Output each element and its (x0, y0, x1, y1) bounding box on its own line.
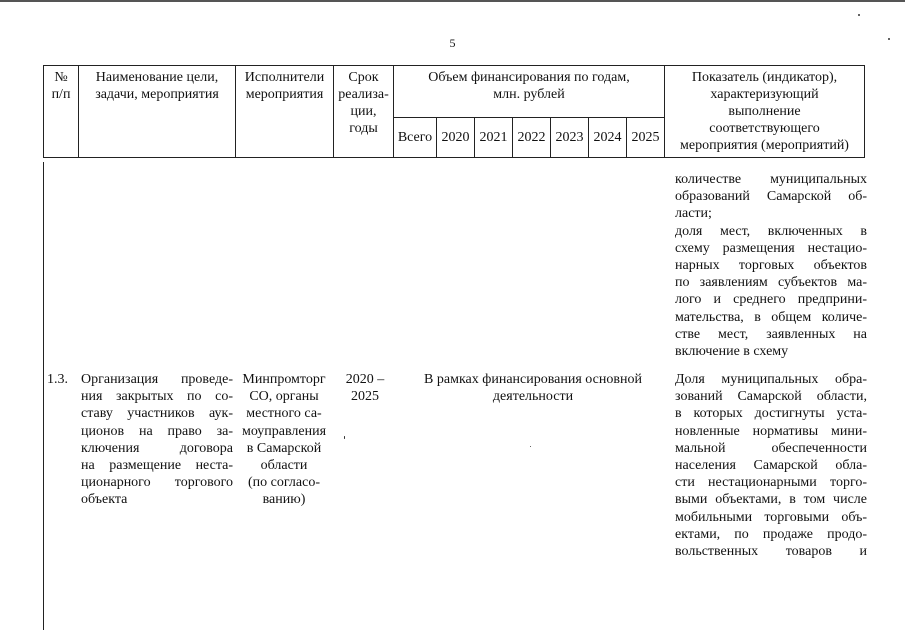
header-indicator (665, 66, 865, 158)
header-executors (236, 66, 334, 158)
header-funding-line: Объем финансирования по годам, (428, 70, 630, 85)
row-indicator-line: зований Самарской области, (675, 389, 867, 405)
header-num-line: п/п (51, 87, 71, 102)
row-indicator-line: вольственных товаров и (675, 544, 867, 560)
row-name-line: ционов на право за- (81, 423, 233, 439)
row-executor-line: области (260, 458, 308, 474)
row-indicator-line: Доля муниципальных обра- (675, 372, 867, 387)
continuation-line: мательства, в общем количе- (675, 309, 867, 325)
header-executors-line: мероприятия (245, 87, 324, 102)
row-executor-line: Минпромторг (242, 372, 326, 387)
row-term-line: 2020 – (345, 372, 385, 387)
header-name (79, 66, 236, 158)
row-indicator (675, 371, 867, 560)
row-indicator-line: населения Самарской обла- (675, 458, 867, 474)
row-indicator-line: сти нестационарными торго- (675, 475, 867, 491)
continuation-line: схему размещения нестацио- (675, 240, 867, 256)
header-table (43, 65, 865, 158)
header-year-2025: 2025 (627, 118, 665, 158)
header-term-line: ции, (350, 104, 377, 119)
row-name (81, 371, 233, 509)
header-funding-line: млн. рублей (493, 87, 565, 102)
row-funding-line: деятельности (492, 389, 574, 405)
row-indicator-line: ектами, по продаже продо- (675, 526, 867, 542)
continuation-line: образований Самарской об- (675, 189, 867, 205)
scan-speck (530, 446, 531, 447)
top-rule (0, 0, 905, 2)
continuation-indicator (675, 171, 867, 360)
header-year-2022: 2022 (513, 118, 551, 158)
row-indicator-line: мобильными торговыми объ- (675, 509, 867, 525)
header-term-line: годы (349, 121, 378, 136)
header-num-line: № (54, 70, 68, 85)
row-term-line: 2025 (351, 389, 379, 405)
continuation-line: включение в схему (675, 344, 789, 360)
row-name-line: объекта (81, 492, 128, 508)
header-indicator-line: характеризующий (710, 87, 819, 102)
row-name-line: на размещение неста- (81, 458, 233, 474)
row-name-line: ния закрытых по со- (81, 389, 233, 405)
page-number: 5 (449, 36, 456, 50)
header-year-2020: 2020 (437, 118, 475, 158)
row-name-line: ключения договора (81, 440, 233, 456)
header-term-line: Срок (348, 70, 379, 85)
row-name-line: Организация проведе- (81, 372, 233, 387)
row-funding (396, 371, 670, 405)
header-indicator-line: Показатель (индикатор), (691, 70, 838, 85)
row-funding-line: В рамках финансирования основной (424, 372, 642, 387)
header-num (44, 66, 79, 158)
continuation-line: количестве муниципальных (675, 172, 867, 187)
header-indicator-line: выполнение (728, 104, 801, 119)
row-executor-line: ванию) (262, 492, 306, 508)
row-indicator-line: новленные нормативы мини- (675, 423, 867, 439)
row-name-line: ционарного торгового (81, 475, 233, 491)
header-funding (394, 66, 665, 118)
scan-speck (344, 436, 345, 439)
header-term-line: реализа- (338, 87, 389, 102)
header-year-2023: 2023 (551, 118, 589, 158)
scan-speck (888, 38, 890, 40)
header-year-2021: 2021 (475, 118, 513, 158)
continuation-line: доля мест, включенных в (675, 223, 867, 239)
row-executor-line: СО, органы (249, 389, 319, 405)
continuation-line: по заявлениям субъектов ма- (675, 275, 867, 291)
row-indicator-line: мальной обеспеченности (675, 440, 867, 456)
row-term (336, 371, 394, 405)
header-name-line: Наименование цели, (95, 70, 219, 85)
continuation-line: нарных торговых объектов (675, 258, 867, 274)
header-indicator-line: мероприятия (мероприятий) (680, 138, 849, 153)
header-executors-line: Исполнители (244, 70, 325, 85)
row-executor-line: (по согласо- (248, 475, 320, 491)
header-year-total: Всего (394, 118, 437, 158)
row-name-line: ставу участников аук- (81, 406, 233, 422)
row-indicator-line: в которых достигнуты уста- (675, 406, 867, 422)
row-executors (236, 371, 332, 509)
header-indicator-line: соответствующего (709, 121, 820, 136)
header-term (334, 66, 394, 158)
row-executor-line: моуправления (241, 423, 327, 439)
continuation-line: ласти; (675, 206, 712, 222)
row-number: 1.3. (47, 372, 68, 387)
continuation-line: стве мест, заявленных на (675, 326, 867, 342)
header-name-line: задачи, мероприятия (95, 87, 219, 102)
row-executor-line: в Самарской (246, 440, 322, 456)
header-year-2024: 2024 (589, 118, 627, 158)
row-executor-line: местного са- (246, 406, 322, 422)
scan-speck (858, 14, 860, 16)
row-indicator-line: выми объектами, в том числе (675, 492, 867, 508)
column-rule (43, 162, 44, 630)
continuation-line: лого и среднего предприни- (675, 292, 867, 308)
